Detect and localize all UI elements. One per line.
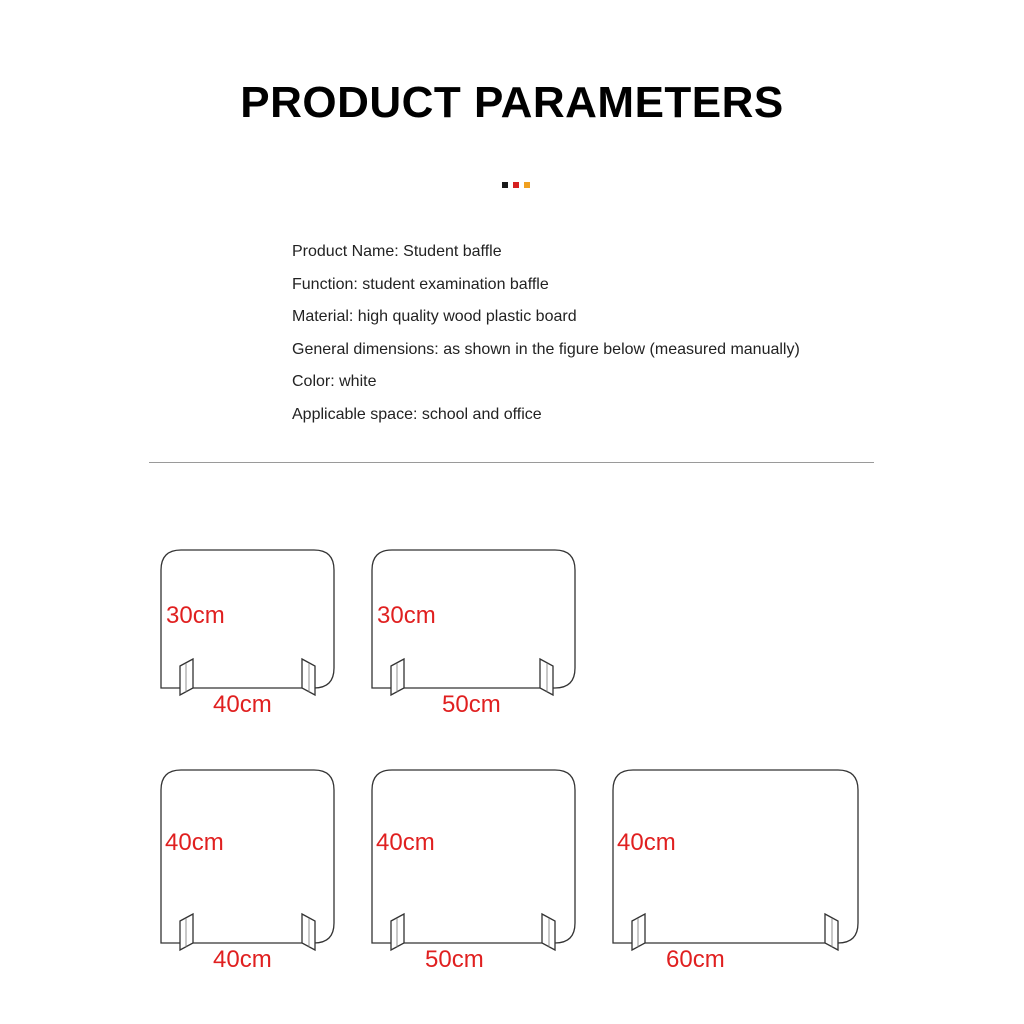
page-title: PRODUCT PARAMETERS xyxy=(240,78,784,127)
spec-dimensions: General dimensions: as shown in the figure below (measured manually) xyxy=(292,340,800,358)
height-label: 40cm xyxy=(376,829,435,856)
spec-product-name: Product Name: Student baffle xyxy=(292,243,502,260)
width-label: 40cm xyxy=(213,691,272,718)
height-label: 30cm xyxy=(166,602,225,629)
baffle-outline-drawing xyxy=(372,770,575,950)
spec-applicable-space: Applicable space: school and office xyxy=(292,405,542,423)
width-label: 40cm xyxy=(213,946,272,973)
baffle-panel-30x50 xyxy=(372,550,575,718)
spec-color: Color: white xyxy=(292,373,377,391)
width-label: 50cm xyxy=(425,946,484,973)
accent-dot-red xyxy=(513,182,519,188)
height-label: 40cm xyxy=(617,829,676,856)
baffle-panel-30x40 xyxy=(161,550,334,718)
spec-material: Material: high quality wood plastic board xyxy=(292,308,577,326)
width-label: 60cm xyxy=(666,946,725,973)
baffle-panel-40x60 xyxy=(613,770,858,973)
baffle-panel-40x40 xyxy=(161,770,334,973)
baffle-outline-drawing xyxy=(613,770,858,950)
height-label: 30cm xyxy=(377,602,436,629)
height-label: 40cm xyxy=(165,829,224,856)
accent-dot-black xyxy=(502,182,508,188)
width-label: 50cm xyxy=(442,691,501,718)
baffle-outline-drawing xyxy=(161,770,334,950)
section-divider xyxy=(149,462,874,463)
baffle-panel-40x50 xyxy=(372,770,575,973)
spec-function: Function: student examination baffle xyxy=(292,275,549,293)
accent-dot-orange xyxy=(524,182,530,188)
spec-list xyxy=(292,240,800,436)
